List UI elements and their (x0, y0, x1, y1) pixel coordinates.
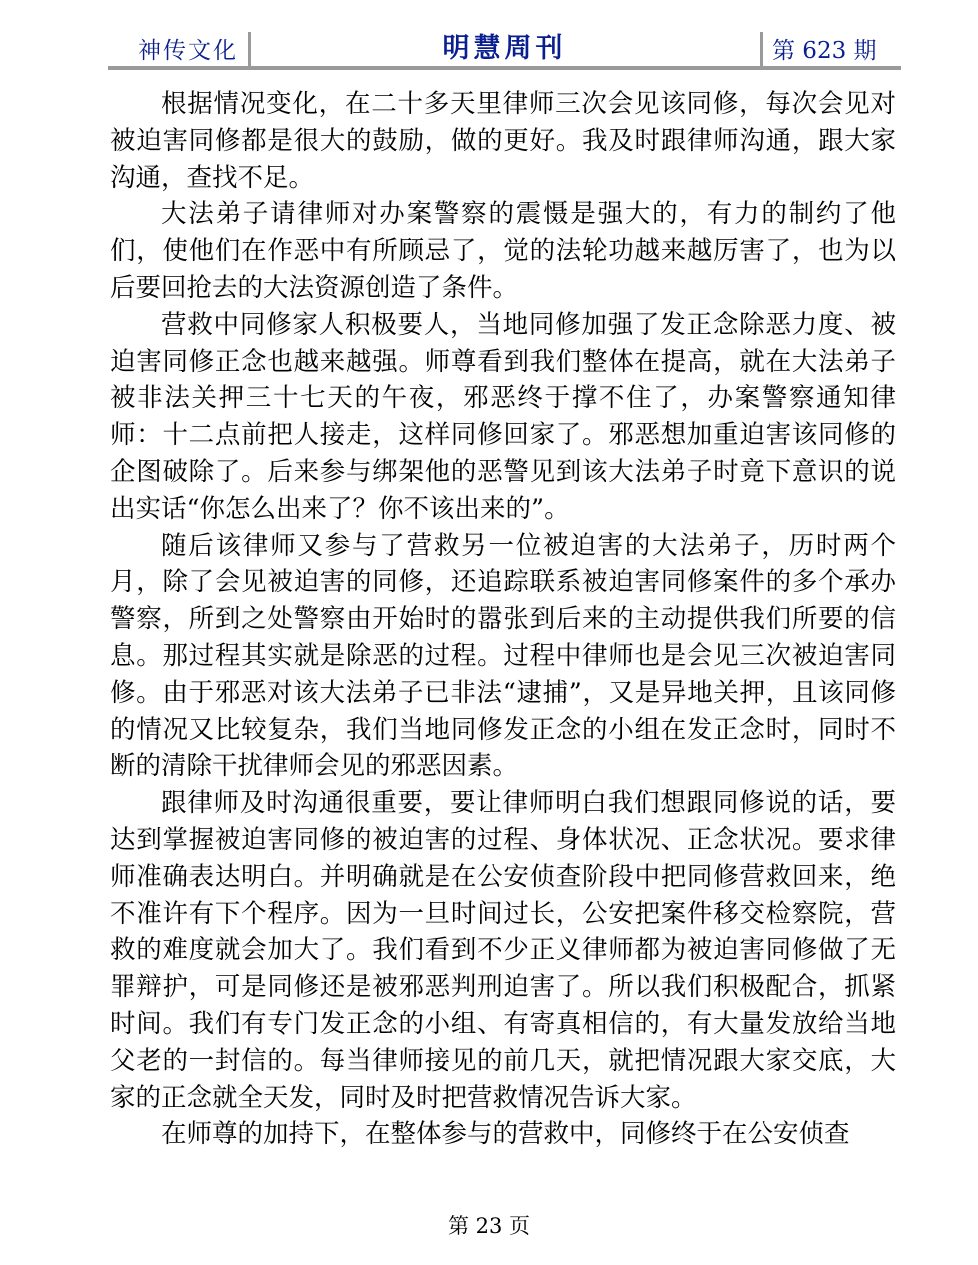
page-number: 第 23 页 (447, 1214, 531, 1238)
paragraph: 大法弟子请律师对办案警察的震慑是强大的，有力的制约了他们，使他们在作恶中有所顾忌了，觉的法轮功越来越厉害了，也为以后要回抢去的大法资源创造了条件。 (110, 199, 896, 303)
page-header (108, 24, 901, 68)
publication-title: 明慧周刊 (442, 33, 567, 64)
paragraph: 在师尊的加持下，在整体参与的营救中，同修终于在公安侦查 (161, 1119, 850, 1150)
header-rule (108, 66, 901, 70)
paragraph: 根据情况变化，在二十多天里律师三次会见该同修，每次会见对被迫害同修都是很大的鼓励，做的更好。我及时跟律师沟通，跟大家沟通，查找不足。 (110, 89, 896, 193)
issue-number: 第 623 期 (772, 38, 877, 64)
article-body (110, 86, 896, 1153)
header-divider-right (760, 32, 763, 66)
paragraph: 跟律师及时沟通很重要，要让律师明白我们想跟同修说的话，要达到掌握被迫害同修的被迫害的过程、身体状况、正念状况。要求律师准确表达明白。并明确就是在公安侦查阶段中把同修营救回来，绝不准许有下个程序。因为一旦时间过长，公安把案件移交检察院，营救的难度就会加大了。我们看到不少正义律师都为被迫害同修做了无罪辩护，可是同修还是被邪恶判刑迫害了。所以我们积极配合，抓紧时间。我们有专门发正念的小组、有寄真相信的，有大量发放给当地父老的一封信的。每当律师接见的前几天，就把情况跟大家交底，大家的正念就全天发，同时及时把营救情况告诉大家。 (110, 788, 896, 1113)
paragraph: 随后该律师又参与了营救另一位被迫害的大法弟子，历时两个月，除了会见被迫害的同修，还追踪联系被迫害同修案件的多个承办警察，所到之处警察由开始时的嚣张到后来的主动提供我们所要的信息。那过程其实就是除恶的过程。过程中律师也是会见三次被迫害同修。由于邪恶对该大法弟子已非法“逮捕”，又是异地关押，且该同修的情况又比较复杂，我们当地同修发正念的小组在发正念时，同时不断的清除干扰律师会见的邪恶因素。 (110, 530, 896, 782)
paragraph: 营救中同修家人积极要人，当地同修加强了发正念除恶力度、被迫害同修正念也越来越强。师尊看到我们整体在提高，就在大法弟子被非法关押三十七天的午夜，邪恶终于撑不住了，办案警察通知律师：十二点前把人接走，这样同修回家了。邪恶想加重迫害该同修的企图破除了。后来参与绑架他的恶警见到该大法弟子时竟下意识的说出实话“你怎么出来了？你不该出来的”。 (110, 309, 896, 524)
section-name: 神传文化 (138, 38, 238, 64)
